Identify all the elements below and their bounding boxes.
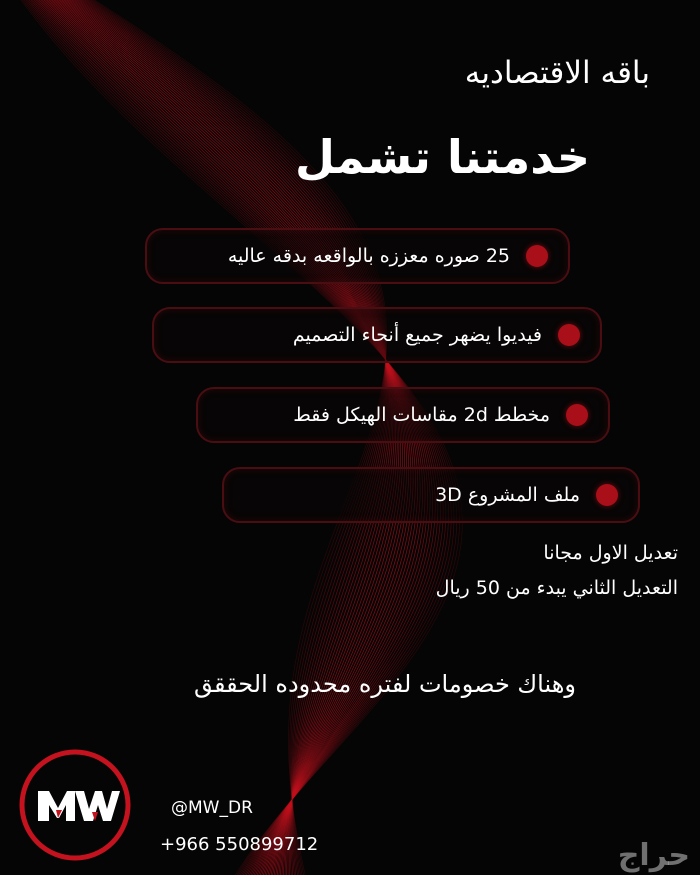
- bullet-dot-icon: [596, 484, 618, 506]
- feature-item: [222, 467, 640, 523]
- feature-label: ملف المشروع 3D: [435, 484, 580, 506]
- feature-label: 25 صوره معززه بالواقعه بدقه عاليه: [227, 245, 510, 267]
- feature-label: مخطط 2d مقاسات الهيكل فقط: [293, 404, 550, 426]
- first-edit-note: تعديل الاول مجانا: [543, 542, 678, 564]
- second-edit-note: التعديل الثاني يبدء من 50 ريال: [435, 577, 678, 599]
- feature-item: [152, 307, 602, 363]
- bullet-dot-icon: [526, 245, 548, 267]
- page-title: خدمتنا تشمل: [294, 130, 590, 184]
- feature-item: [145, 228, 570, 284]
- discount-offer: وهناك خصومات لفتره محدوده الحققق: [194, 670, 576, 698]
- package-name: باقه الاقتصاديه: [464, 55, 650, 91]
- bullet-dot-icon: [558, 324, 580, 346]
- feature-label: فيديوا يضهر جميع أنحاء التصميم: [292, 324, 542, 346]
- phone-number: +966 550899712: [160, 834, 319, 855]
- feature-item: [196, 387, 610, 443]
- haraj-watermark: حراج: [617, 838, 690, 873]
- bullet-dot-icon: [566, 404, 588, 426]
- social-handle: @MW_DR: [171, 798, 253, 818]
- mw-logo: [18, 748, 132, 862]
